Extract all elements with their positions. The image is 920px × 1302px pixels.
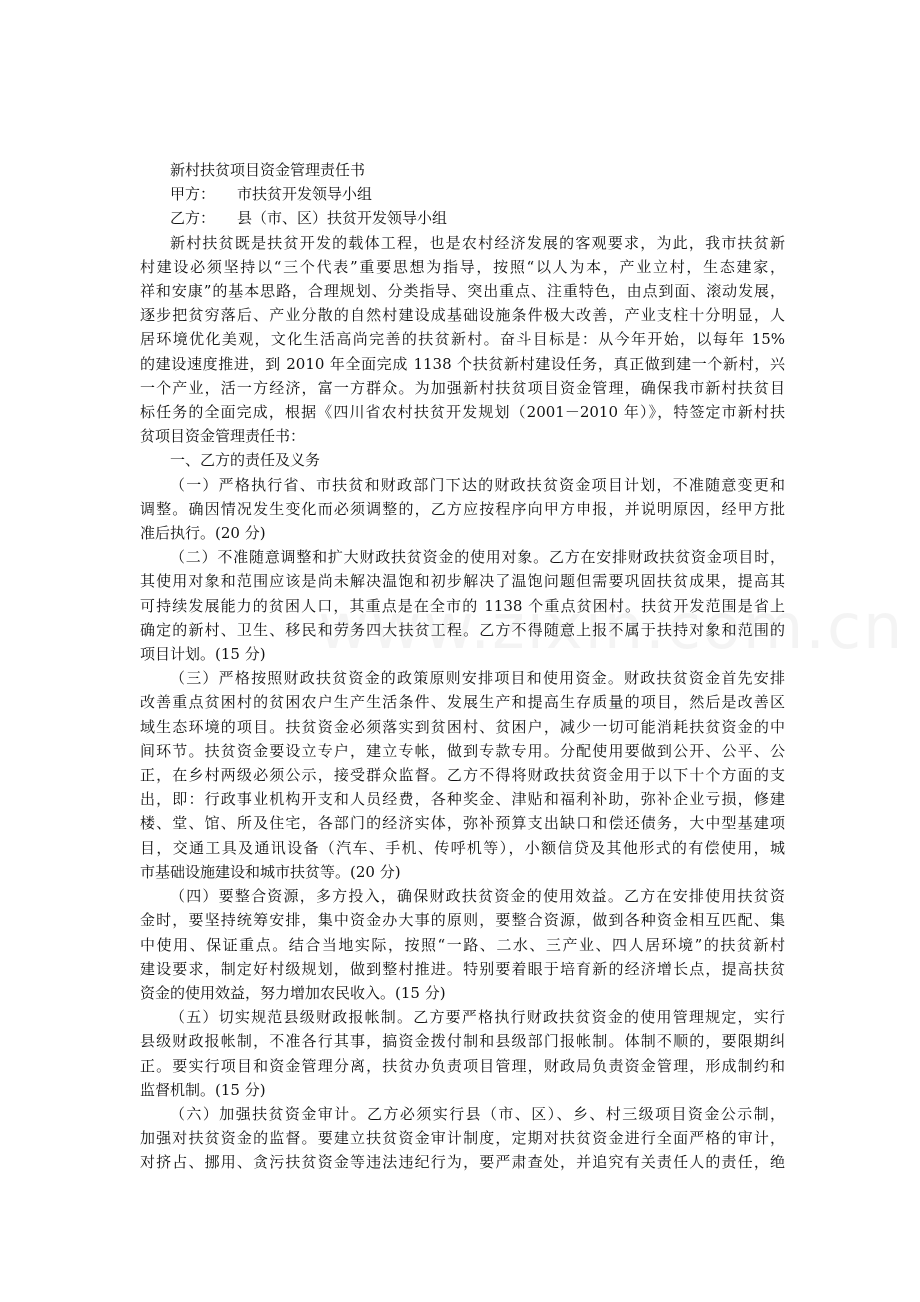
- clause-line: 市基础设施建设和城市扶贫等。(20 分): [140, 862, 401, 881]
- clause-line: （三）严格按照财政扶贫资金的政策原则安排项目和使用资金。财政扶贫资金首先安排: [170, 669, 785, 688]
- intro-line: 标任务的全面完成，根据《四川省农村扶贫开发规划（2001－2010 年）》，特签定市新村扶: [140, 403, 785, 422]
- clause-line: 可持续发展能力的贫困人口，其重点是在全市的 1138 个重点贫困村。扶贫开发范围是省上: [140, 596, 785, 615]
- party-a-label: 甲方：: [170, 185, 216, 204]
- clause-line: （一）严格执行省、市扶贫和财政部门下达的财政扶贫资金项目计划，不准随意变更和: [170, 475, 785, 494]
- clause-item: [140, 1005, 785, 1102]
- clause-line: 对挤占、挪用、贪污扶贫资金等违法违纪行为，要严肃查处，并追究有关责任人的责任，绝: [140, 1153, 785, 1172]
- intro-line: 村建设必须坚持以“三个代表”重要思想为指导，按照“以人为本，产业立村，生态建家，: [140, 257, 785, 276]
- clause-line: 改善重点贫困村的贫困农户生产生活条件、发展生产和提高生存质量的项目，然后是改善区: [140, 693, 785, 712]
- intro-line: 逐步把贫穷落后、产业分散的自然村建设成基础设施条件极大改善，产业支柱十分明显，人: [140, 306, 785, 325]
- clause-item: [140, 1102, 785, 1175]
- clause-line: 间环节。扶贫资金要设立专户，建立专帐，做到专款专用。分配使用要做到公开、公平、公: [140, 741, 785, 760]
- party-a-value: 市扶贫开发领导小组: [237, 185, 373, 204]
- intro-line: 居环境优化美观，文化生活高尚完善的扶贫新村。奋斗目标是：从今年开始，以每年 15%: [140, 330, 785, 349]
- clause-line: 其使用对象和范围应该是尚未解决温饱和初步解决了温饱问题但需要巩固扶贫成果，提高其: [140, 572, 785, 591]
- clause-item: [140, 666, 785, 884]
- intro-line: 一个产业，活一方经济，富一方群众。为加强新村扶贫项目资金管理，确保我市新村扶贫目: [140, 378, 785, 397]
- clause-item: [140, 473, 785, 546]
- clause-line: （二）不准随意调整和扩大财政扶贫资金的使用对象。乙方在安排财政扶贫资金项目时，: [170, 548, 785, 567]
- intro-line: 新村扶贫既是扶贫开发的载体工程，也是农村经济发展的客观要求，为此，我市扶贫新: [170, 233, 785, 252]
- clause-line: 域生态环境的项目。扶贫资金必须落实到贫困村、贫困户，减少一切可能消耗扶贫资金的中: [140, 717, 785, 736]
- clause-line: 资金的使用效益，努力增加农民收入。(15 分): [140, 983, 446, 1002]
- clause-line: 监督机制。(15 分): [140, 1080, 266, 1099]
- clause-line: 县级财政报帐制，不准各行其事，搞资金拨付制和县级部门报帐制。体制不顺的，要限期纠: [140, 1032, 785, 1051]
- clause-item: [140, 884, 785, 1005]
- party-b-line: [140, 206, 785, 230]
- clause-line: 建设要求，制定好村级规划，做到整村推进。特别要着眼于培育新的经济增长点，提高扶贫: [140, 959, 785, 978]
- clause-line: 正。要实行项目和资金管理分离，扶贫办负责项目管理，财政局负责资金管理，形成制约和: [140, 1056, 785, 1075]
- clause-line: 确定的新村、卫生、移民和劳务四大扶贫工程。乙方不得随意上报不属于扶持对象和范围的: [140, 620, 785, 639]
- clause-line: （四）要整合资源，多方投入，确保财政扶贫资金的使用效益。乙方在安排使用扶贫资: [170, 887, 785, 906]
- document-title: 新村扶贫项目资金管理责任书: [170, 161, 366, 179]
- document-page: [140, 158, 785, 1175]
- clause-line: 正，在乡村两级必须公示，接受群众监督。乙方不得将财政扶贫资金用于以下十个方面的支: [140, 766, 785, 785]
- clause-line: （五）切实规范县级财政报帐制。乙方要严格执行财政扶贫资金的使用管理规定，实行: [170, 1008, 785, 1027]
- clause-line: 出，即：行政事业机构开支和人员经费，各种奖金、津贴和福利补助，弥补企业亏损，修建: [140, 790, 785, 809]
- intro-paragraph: [140, 231, 785, 449]
- clause-line: （六）加强扶贫资金审计。乙方必须实行县（市、区）、乡、村三级项目资金公示制，: [170, 1104, 785, 1123]
- clause-line: 中使用、保证重点。结合当地实际，按照“一路、二水、三产业、四人居环境”的扶贫新村: [140, 935, 785, 954]
- clause-line: 加强对扶贫资金的监督。要建立扶贫资金审计制度，定期对扶贫资金进行全面严格的审计，: [140, 1129, 785, 1148]
- party-b-label: 乙方：: [170, 209, 216, 228]
- intro-line: 的建设速度推进，到 2010 年全面完成 1138 个扶贫新村建设任务，真正做到建一个新村，兴: [140, 354, 785, 373]
- party-b-value: 县（市、区）扶贫开发领导小组: [237, 209, 448, 228]
- intro-line: 贫项目资金管理责任书：: [140, 427, 306, 446]
- clause-line: 调整。确因情况发生变化而必须调整的，乙方应按程序向甲方申报，并说明原因，经甲方批: [140, 499, 785, 518]
- clause-line: 楼、堂、馆、所及住宅，各部门的经济实体，弥补预算支出缺口和偿还债务，大中型基建项: [140, 814, 785, 833]
- clause-list: [140, 473, 785, 1175]
- clause-line: 准后执行。(20 分): [140, 524, 266, 543]
- clause-line: 金时，要坚持统筹安排，集中资金办大事的原则，要整合资源，做到各种资金相互匹配、集: [140, 911, 785, 930]
- intro-line: 祥和安康”的基本思路，合理规划、分类指导、突出重点、注重特色，由点到面、滚动发展，: [140, 282, 785, 301]
- clause-item: [140, 545, 785, 666]
- clause-line: 项目计划。(15 分): [140, 645, 266, 664]
- section-heading: 一、乙方的责任及义务: [170, 451, 321, 470]
- party-a-line: [140, 182, 785, 206]
- clause-line: 目，交通工具及通讯设备（汽车、手机、传呼机等），小额信贷及其他形式的有偿使用，城: [140, 838, 785, 857]
